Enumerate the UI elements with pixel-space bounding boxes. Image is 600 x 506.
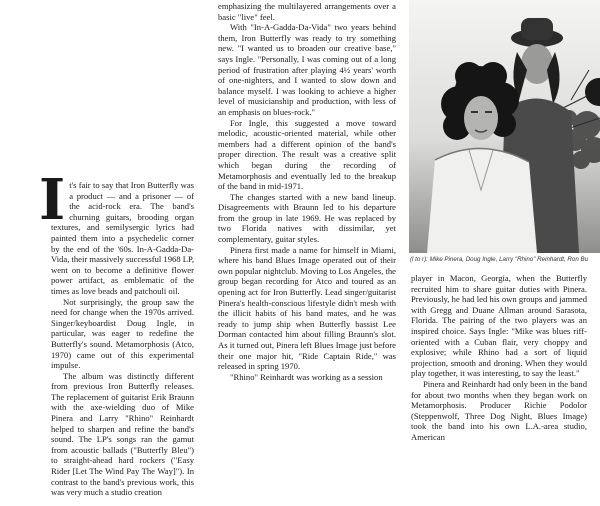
photo-caption: (l to r): Mike Pinera, Doug Ingle, Larry "Rhino" Reinhardt, Ron Bu (410, 256, 589, 263)
paragraph: The album was distinctly different from previous Iron Butterfly releases. The replacement of guitarist Erik Braunn with the axe-wielding duo of Mike Pinera and Larry "Rhino" Reinhardt helped to sharpen and refine the band's sound. The LP's songs ran the gamut from acoustic ballads ("Butterfly Bleu") to straight-ahead hard rockers ("Easy Rider [Let The Wind Pay The Way]"). In contrast to the band's previous work, this was very much a studio creation (51, 370, 194, 498)
paragraph: emphasizing the multilayered arrangements over a basic "live" feel. (218, 1, 396, 22)
band-photo (409, 0, 600, 253)
paragraph: For Ingle, this suggested a move toward melodic, acoustic-oriented material, while other members had a different opinion of the band's proper direction. The result was a creative split which began during the recording of Metamorphosis and eventually led to the breakup of the band in mid-1971. (218, 117, 396, 192)
paragraph: t's fair to say that Iron Butterfly was a product — and a prisoner — of the acid-rock era. The band's churning guitars, brooding organ textures, and semilysergic lyrics had painted them into a psychedelic corner by the end of the '60s. In-A-Gadda-Da-Vida, their massively successful 1968 LP, went on to become a definitive flower power artifact, as emblematic of the times as love beads and patchouli oil. (51, 180, 194, 296)
paragraph: Not surprisingly, the group saw the need for change when the 1970s arrived. Singer/keyboardist Doug Ingle, in particular, was eager to redefine the Butterfly's sound. Metamorphosis (Atco, 1970) came out of this experimental impulse. (51, 296, 194, 371)
article-column-3 (411, 273, 587, 443)
paragraph: The changes started with a new band lineup. Disagreements with Braunn led to his departure from the group in late 1969. He was replaced by two Florida natives with dissimilar, yet complementary, guitar styles. (218, 191, 396, 245)
paragraph: Pinera and Reinhardt had only been in the band for about two months when they began work on Metamorphosis. Producer Richie Podolor (Steppenwolf, Three Dog Night, Blues Image) took the band into his own L.A.-area studio, American (411, 378, 587, 442)
paragraph: "Rhino" Reinhardt was working as a session (230, 371, 383, 382)
drop-cap: I (39, 167, 66, 233)
paragraph: With "In-A-Gadda-Da-Vida" two years behind them, Iron Butterfly was ready to try something new. "I wanted us to broaden our creative base," says Ingle. "Personally, I was coming out of a long period of frustration after playing 4½ years' worth of one-nighters, and I wanted to slow down and balance myself. I was looking to achieve a higher level of musicianship and production, with less of an emphasis on blues-rock." (218, 22, 396, 117)
article-column-1 (39, 167, 194, 498)
article-column-2 (218, 1, 396, 382)
paragraph: player in Macon, Georgia, when the Butterfly recruited him to share guitar duties with Pinera. Previously, he had led his own groups and jammed with Gregg and Duane Allman around Sarasota, Florida. The pairing of the two players was an inspired choice. Says Ingle: "Mike was blues riff-oriented with a Cuban flair, very choppy and explosive; while Rhino had a sort of liquid projection, smooth and droning. When they would play together, it was interesting, to say the least." (411, 273, 587, 379)
paragraph: Pinera first made a name for himself in Miami, where his band Blues Image operated out of their own popular nightclub. Moving to Los Angeles, the group began recording for Atco and toured as an opening act for Iron Butterfly. Lead singer/guitarist Pinera's health-conscious lifestyle didn't mesh with the illicit habits of his band mates, and he was ready to jump ship when Butterfly bassist Lee Dorman contacted him about filling Braunn's slot. As it turned out, Pinera left Blues Image just before their one major hit, "Ride Captain Ride," was released in spring 1970. (218, 244, 396, 372)
